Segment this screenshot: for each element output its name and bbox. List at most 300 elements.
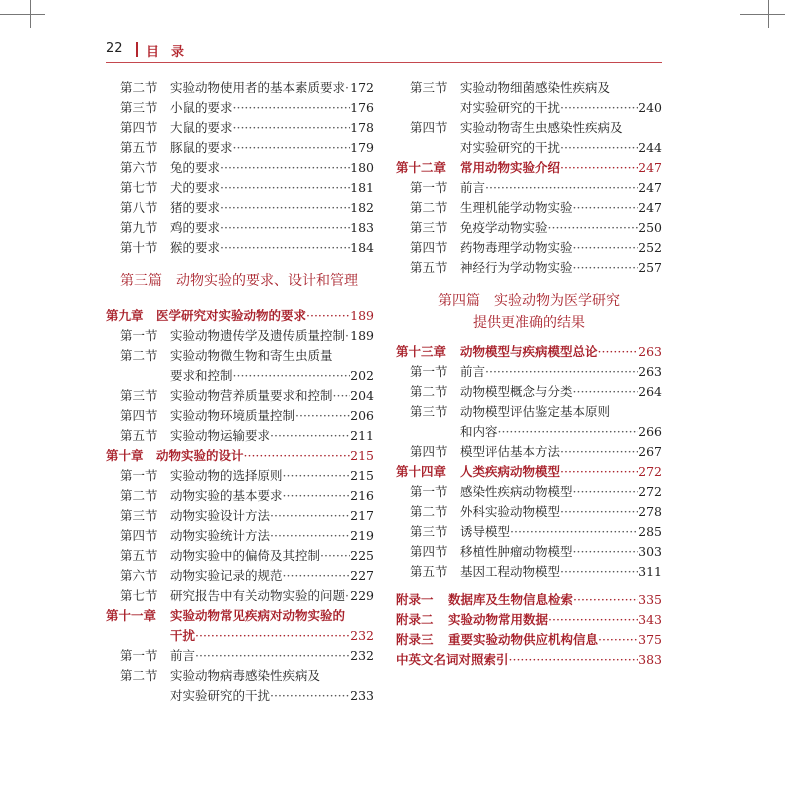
section-title: 实验动物的选择原则 (170, 468, 283, 483)
chapter-page: 272 (638, 464, 662, 479)
section-title: 实验动物病毒感染性疾病及 (170, 668, 321, 683)
chapter-label: 第十四章 (396, 464, 447, 479)
section-title: 动物实验中的偏倚及其控制 (170, 548, 321, 563)
leader-dots (270, 506, 350, 526)
toc-section-entry[interactable] (396, 198, 662, 218)
section-title: 鸡的要求 (170, 220, 221, 235)
section-page: 189 (350, 328, 374, 343)
section-label: 第二节 (410, 200, 448, 215)
chapter-title-wrap (156, 446, 374, 466)
section-title-wrap (170, 466, 374, 486)
section-label: 第五节 (120, 140, 158, 155)
leader-dots (320, 546, 350, 566)
section-page: 272 (638, 484, 662, 499)
section-page: 311 (638, 564, 662, 579)
section-label: 第三节 (120, 388, 158, 403)
section-title-wrap (170, 158, 374, 178)
section-page: 178 (350, 120, 374, 135)
section-title-wrap (460, 258, 662, 278)
section-page: 217 (350, 508, 374, 523)
toc-chapter-entry[interactable] (396, 342, 662, 362)
toc-section-entry[interactable] (396, 382, 662, 402)
toc-appendix-entry[interactable] (396, 630, 662, 650)
toc-section-entry[interactable] (106, 546, 374, 566)
section-label: 第七节 (120, 588, 158, 603)
section-title-wrap (170, 118, 374, 138)
leader-dots (498, 422, 639, 442)
toc-part-heading[interactable] (396, 278, 662, 342)
toc-section-entry[interactable] (106, 158, 374, 178)
section-title-wrap (170, 78, 374, 98)
toc-section-entry[interactable] (106, 78, 374, 98)
header-rule (106, 62, 662, 63)
section-label: 第五节 (410, 564, 448, 579)
section-title-wrap (170, 386, 374, 406)
section-page: 264 (638, 384, 662, 399)
chapter-title: 医学研究对实验动物的要求 (156, 308, 307, 323)
section-title-wrap (460, 362, 662, 382)
section-label: 第三节 (120, 508, 158, 523)
section-title-wrap (170, 426, 374, 446)
section-page: 303 (638, 544, 662, 559)
section-title: 对实验研究的干扰 (460, 140, 561, 155)
section-title: 动物模型概念与分类 (460, 384, 573, 399)
section-label: 第一节 (410, 180, 448, 195)
section-label: 第二节 (120, 80, 158, 95)
chapter-label: 第十二章 (396, 160, 447, 175)
section-title-wrap (460, 382, 662, 402)
leader-dots (295, 406, 350, 426)
section-page: 266 (638, 424, 662, 439)
toc-index-entry[interactable] (396, 650, 662, 670)
section-title-wrap (170, 406, 374, 426)
section-title-wrap (170, 238, 374, 258)
section-label: 第三节 (120, 100, 158, 115)
leader-dots (560, 502, 638, 522)
toc-section-entry[interactable] (396, 442, 662, 462)
section-title: 研究报告中有关动物实验的问题 (170, 588, 346, 603)
toc-section-continuation[interactable] (396, 422, 662, 442)
section-title-wrap (170, 586, 374, 606)
toc-chapter-entry[interactable] (106, 306, 374, 326)
leader-dots (573, 198, 639, 218)
index-title-wrap (396, 650, 662, 670)
section-label: 第六节 (120, 160, 158, 175)
section-title-wrap (170, 486, 374, 506)
section-page: 278 (638, 504, 662, 519)
toc-section-entry[interactable] (106, 426, 374, 446)
section-title: 实验动物环境质量控制 (170, 408, 296, 423)
section-page: 244 (638, 140, 662, 155)
toc-left-column (106, 78, 374, 706)
leader-dots (560, 462, 638, 482)
leader-dots (598, 630, 638, 650)
chapter-label: 第十章 (106, 448, 144, 463)
toc-section-entry[interactable] (106, 198, 374, 218)
section-title: 实验动物细菌感染性疾病及 (460, 80, 611, 95)
leader-dots (560, 562, 638, 582)
leader-dots (548, 218, 639, 238)
section-title: 猴的要求 (170, 240, 221, 255)
section-title: 实验动物运输要求 (170, 428, 271, 443)
section-title-wrap (170, 646, 374, 666)
appendix-label: 附录一 (396, 592, 434, 607)
toc-section-continuation[interactable] (106, 686, 374, 706)
section-label: 第二节 (120, 488, 158, 503)
appendix-label: 附录三 (396, 632, 434, 647)
index-page: 383 (638, 652, 662, 667)
chapter-title: 实验动物常见疾病对动物实验的 (170, 608, 346, 623)
toc-section-entry[interactable] (106, 566, 374, 586)
section-page: 240 (638, 100, 662, 115)
section-title-wrap (460, 138, 662, 158)
toc-right-column (396, 78, 662, 670)
section-page: 216 (350, 488, 374, 503)
section-title: 要求和控制 (170, 368, 233, 383)
section-title-wrap (460, 562, 662, 582)
section-label: 第三节 (410, 80, 448, 95)
section-label: 第四节 (120, 528, 158, 543)
section-title: 动物实验设计方法 (170, 508, 271, 523)
toc-section-entry[interactable] (396, 522, 662, 542)
leader-dots (573, 238, 639, 258)
crop-mark (740, 14, 785, 15)
toc-section-entry[interactable] (106, 98, 374, 118)
section-page: 229 (350, 588, 374, 603)
section-title-wrap (170, 566, 374, 586)
leader-dots (270, 686, 350, 706)
section-label: 第九节 (120, 220, 158, 235)
leader-dots (560, 442, 638, 462)
section-title-wrap (460, 178, 662, 198)
section-label: 第二节 (410, 384, 448, 399)
appendix-page: 335 (638, 592, 662, 607)
part-title-line2: 提供更准确的结果 (473, 315, 585, 331)
leader-dots (509, 650, 639, 670)
toc-appendix-entry[interactable] (396, 610, 662, 630)
leader-dots (598, 342, 639, 362)
leader-dots (270, 426, 350, 446)
section-page: 179 (350, 140, 374, 155)
appendix-title: 重要实验动物供应机构信息 (448, 632, 599, 647)
chapter-label: 第十三章 (396, 344, 447, 359)
toc-section-entry[interactable] (106, 666, 374, 686)
section-page: 257 (638, 260, 662, 275)
page-number: 22 (106, 41, 123, 56)
section-page: 250 (638, 220, 662, 235)
leader-dots (220, 178, 350, 198)
chapter-title-wrap (460, 342, 662, 362)
appendix-title-wrap (448, 630, 662, 650)
section-title: 生理机能学动物实验 (460, 200, 573, 215)
section-page: 176 (350, 100, 374, 115)
spacer (396, 582, 662, 590)
section-title-wrap (170, 526, 374, 546)
section-title-wrap (170, 198, 374, 218)
toc-appendix-entry[interactable] (396, 590, 662, 610)
section-label: 第一节 (120, 648, 158, 663)
leader-dots (560, 158, 638, 178)
toc-section-entry[interactable] (396, 78, 662, 98)
section-title: 对实验研究的干扰 (460, 100, 561, 115)
crop-mark (30, 0, 31, 28)
leader-dots (333, 386, 351, 406)
leader-dots (306, 306, 350, 326)
section-title: 实验动物寄生虫感染性疾病及 (460, 120, 623, 135)
toc-chapter-entry[interactable] (396, 462, 662, 482)
section-title-wrap (460, 422, 662, 442)
toc-section-continuation[interactable] (396, 98, 662, 118)
section-page: 180 (350, 160, 374, 175)
section-title: 实验动物使用者的基本素质要求 (170, 80, 346, 95)
leader-dots (233, 366, 351, 386)
section-title: 大鼠的要求 (170, 120, 233, 135)
crop-mark (0, 14, 45, 15)
section-page: 172 (350, 80, 374, 95)
section-title: 感染性疾病动物模型 (460, 484, 573, 499)
section-label: 第三节 (410, 220, 448, 235)
part-title: 第三篇 动物实验的要求、设计和管理 (120, 273, 358, 289)
toc-section-entry[interactable] (396, 562, 662, 582)
section-title-wrap (170, 506, 374, 526)
section-label: 第五节 (410, 260, 448, 275)
toc-section-continuation[interactable] (396, 138, 662, 158)
section-title: 猪的要求 (170, 200, 221, 215)
section-title: 动物实验记录的规范 (170, 568, 283, 583)
section-label: 第三节 (410, 524, 448, 539)
toc-section-entry[interactable] (106, 138, 374, 158)
section-label: 第二节 (120, 348, 158, 363)
toc-section-entry[interactable] (106, 586, 374, 606)
index-title: 中英文名词对照索引 (396, 652, 509, 667)
toc-section-continuation[interactable] (106, 366, 374, 386)
section-title: 对实验研究的干扰 (170, 688, 271, 703)
section-label: 第一节 (410, 484, 448, 499)
leader-dots (485, 178, 638, 198)
section-label: 第四节 (120, 120, 158, 135)
section-title-wrap (170, 138, 374, 158)
crop-mark (768, 0, 769, 28)
section-title: 移植性肿瘤动物模型 (460, 544, 573, 559)
toc-section-entry[interactable] (106, 326, 374, 346)
chapter-label: 第九章 (106, 308, 144, 323)
leader-dots (220, 238, 350, 258)
section-title: 外科实验动物模型 (460, 504, 561, 519)
chapter-title-wrap (460, 158, 662, 178)
section-title: 前言 (460, 364, 486, 379)
section-title: 基因工程动物模型 (460, 564, 561, 579)
leader-dots (548, 610, 638, 630)
section-title-wrap (170, 326, 374, 346)
section-page: 252 (638, 240, 662, 255)
appendix-title-wrap (448, 610, 662, 630)
section-title-wrap (170, 98, 374, 118)
section-label: 第五节 (120, 428, 158, 443)
appendix-title-wrap (448, 590, 662, 610)
toc-section-entry[interactable] (106, 406, 374, 426)
leader-dots (220, 158, 350, 178)
section-page: 204 (350, 388, 374, 403)
toc-section-entry[interactable] (396, 218, 662, 238)
toc-section-entry[interactable] (396, 178, 662, 198)
section-title: 犬的要求 (170, 180, 221, 195)
toc-section-entry[interactable] (106, 386, 374, 406)
section-label: 第一节 (120, 468, 158, 483)
leader-dots (573, 590, 638, 610)
chapter-title-wrap (156, 306, 374, 326)
toc-section-entry[interactable] (106, 506, 374, 526)
section-label: 第四节 (120, 408, 158, 423)
toc-chapter-entry[interactable] (396, 158, 662, 178)
leader-dots (220, 218, 350, 238)
section-label: 第一节 (410, 364, 448, 379)
leader-dots (573, 258, 639, 278)
appendix-page: 343 (638, 612, 662, 627)
toc-section-entry[interactable] (106, 486, 374, 506)
toc-section-entry[interactable] (106, 118, 374, 138)
section-page: 184 (350, 240, 374, 255)
toc-section-entry[interactable] (106, 526, 374, 546)
section-page: 247 (638, 180, 662, 195)
leader-dots (270, 526, 350, 546)
section-title: 实验动物微生物和寄生虫质量 (170, 348, 333, 363)
leader-dots (244, 446, 351, 466)
part-title-line1: 第四篇 实验动物为医学研究 (438, 293, 620, 309)
page-header (106, 41, 666, 59)
toc-section-entry[interactable] (106, 218, 374, 238)
leader-dots (233, 98, 351, 118)
section-label: 第四节 (410, 120, 448, 135)
section-page: 267 (638, 444, 662, 459)
section-title-wrap (460, 198, 662, 218)
section-page: 233 (350, 688, 374, 703)
section-page: 202 (350, 368, 374, 383)
section-page: 247 (638, 200, 662, 215)
leader-dots (560, 98, 638, 118)
section-title-wrap (170, 366, 374, 386)
section-title-wrap (460, 482, 662, 502)
section-page: 215 (350, 468, 374, 483)
section-label: 第四节 (410, 240, 448, 255)
section-label: 第六节 (120, 568, 158, 583)
section-label: 第四节 (410, 544, 448, 559)
section-label: 第五节 (120, 548, 158, 563)
section-title: 前言 (460, 180, 486, 195)
toc-section-entry[interactable] (396, 502, 662, 522)
toc-section-entry[interactable] (396, 542, 662, 562)
toc-section-entry[interactable] (396, 362, 662, 382)
appendix-page: 375 (638, 632, 662, 647)
section-label: 第二节 (410, 504, 448, 519)
toc-section-entry[interactable] (106, 466, 374, 486)
section-page: 219 (350, 528, 374, 543)
leader-dots (195, 646, 350, 666)
toc-section-entry[interactable] (106, 646, 374, 666)
section-title-wrap (460, 502, 662, 522)
section-title: 神经行为学动物实验 (460, 260, 573, 275)
toc-section-entry[interactable] (396, 482, 662, 502)
section-page: 285 (638, 524, 662, 539)
section-title: 小鼠的要求 (170, 100, 233, 115)
leader-dots (283, 566, 351, 586)
section-title-wrap (460, 218, 662, 238)
section-title: 动物实验统计方法 (170, 528, 271, 543)
leader-dots (195, 626, 350, 646)
chapter-title: 动物模型与疾病模型总论 (460, 344, 598, 359)
section-label: 第八节 (120, 200, 158, 215)
section-page: 232 (350, 648, 374, 663)
toc-chapter-entry[interactable] (106, 446, 374, 466)
section-title-wrap (170, 218, 374, 238)
section-label: 第七节 (120, 180, 158, 195)
section-title: 模型评估基本方法 (460, 444, 561, 459)
appendix-label: 附录二 (396, 612, 434, 627)
chapter-label: 第十一章 (106, 608, 157, 623)
section-label: 第一节 (120, 328, 158, 343)
section-title-wrap (170, 546, 374, 566)
section-label: 第四节 (410, 444, 448, 459)
section-label: 第三节 (410, 404, 448, 419)
chapter-page: 189 (350, 308, 374, 323)
section-title: 动物实验的基本要求 (170, 488, 283, 503)
toc-section-entry[interactable] (106, 178, 374, 198)
section-title-wrap (170, 178, 374, 198)
section-page: 206 (350, 408, 374, 423)
section-label: 第二节 (120, 668, 158, 683)
toc-section-entry[interactable] (396, 402, 662, 422)
section-page: 211 (350, 428, 374, 443)
leader-dots (560, 138, 638, 158)
leader-dots (283, 486, 351, 506)
section-title: 实验动物营养质量要求和控制 (170, 388, 333, 403)
toc-chapter-continuation[interactable] (106, 626, 374, 646)
section-label: 第十节 (120, 240, 158, 255)
chapter-title: 动物实验的设计 (156, 448, 244, 463)
section-title: 和内容 (460, 424, 498, 439)
section-page: 182 (350, 200, 374, 215)
section-page: 225 (350, 548, 374, 563)
chapter-page: 247 (638, 160, 662, 175)
leader-dots (510, 522, 638, 542)
section-title: 前言 (170, 648, 196, 663)
toc-part-heading[interactable] (106, 258, 374, 306)
leader-dots (220, 198, 350, 218)
chapter-title-wrap (460, 462, 662, 482)
section-title-wrap (460, 542, 662, 562)
section-page: 263 (638, 364, 662, 379)
leader-dots (233, 138, 351, 158)
section-title: 免疫学动物实验 (460, 220, 548, 235)
toc-section-entry[interactable] (396, 118, 662, 138)
section-title-wrap (460, 238, 662, 258)
toc-section-entry[interactable] (396, 258, 662, 278)
toc-section-entry[interactable] (106, 346, 374, 366)
section-title: 豚鼠的要求 (170, 140, 233, 155)
toc-section-entry[interactable] (106, 238, 374, 258)
toc-chapter-entry[interactable] (106, 606, 374, 626)
section-title: 动物模型评估鉴定基本原则 (460, 404, 611, 419)
section-title: 诱导模型 (460, 524, 511, 539)
section-page: 227 (350, 568, 374, 583)
leader-dots (485, 362, 638, 382)
leader-dots (283, 466, 351, 486)
chapter-page: 263 (638, 344, 662, 359)
header-title: 目录 (146, 45, 197, 60)
toc-section-entry[interactable] (396, 238, 662, 258)
section-title: 药物毒理学动物实验 (460, 240, 573, 255)
chapter-title: 干扰 (170, 628, 196, 643)
section-page: 181 (350, 180, 374, 195)
